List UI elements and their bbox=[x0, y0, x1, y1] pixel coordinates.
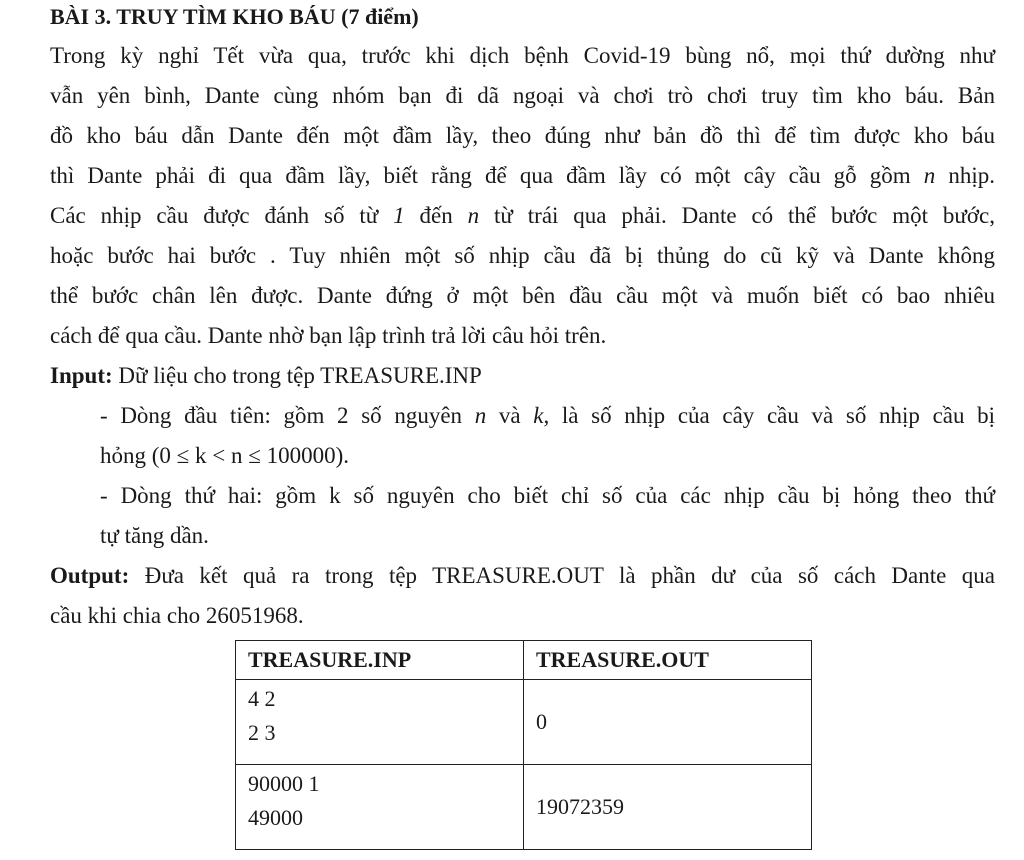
input-line: 4 2 bbox=[248, 686, 276, 711]
statement-line-4 bbox=[50, 161, 995, 191]
variable-n: n bbox=[474, 403, 487, 428]
output-label: Output: bbox=[50, 563, 130, 588]
input-text: và bbox=[498, 403, 521, 428]
statement-text: thì Dante phải đi qua đầm lầy, biết rằng để qua đầm lầy có một cây cầu gỗ gồm bbox=[50, 163, 911, 188]
table-cell-output: 0 bbox=[524, 680, 812, 765]
input-line: 49000 bbox=[248, 805, 303, 830]
statement-line-1: Trong kỳ nghỉ Tết vừa qua, trước khi dịch bệnh Covid-19 bùng nổ, mọi thứ dường như bbox=[50, 43, 995, 68]
input-line-2-cont: tự tăng dần. bbox=[100, 523, 209, 548]
statement-line-2: vẫn yên bình, Dante cùng nhóm bạn đi dã ngoại và chơi trò chơi truy tìm kho báu. Bản bbox=[50, 83, 995, 108]
statement-line-3: đồ kho báu dẫn Dante đến một đầm lầy, theo đúng như bản đồ thì để tìm được kho báu bbox=[50, 123, 995, 148]
table-header-row bbox=[236, 641, 812, 680]
table-cell-output: 19072359 bbox=[524, 765, 812, 850]
table-row bbox=[236, 680, 812, 765]
statement-text: từ trái qua phải. Dante có thể bước một bước, bbox=[494, 203, 996, 228]
problem-title: BÀI 3. TRUY TÌM KHO BÁU (7 điểm) bbox=[50, 4, 419, 29]
input-line-2: - Dòng thứ hai: gồm k số nguyên cho biết chỉ số của các nhịp cầu bị hỏng theo thứ bbox=[100, 483, 995, 508]
table-header-output: TREASURE.OUT bbox=[524, 641, 812, 680]
output-text: Đưa kết quả ra trong tệp TREASURE.OUT là phần dư của số cách Dante qua bbox=[144, 563, 996, 588]
statement-line-8: cách để qua cầu. Dante nhờ bạn lập trình trả lời câu hỏi trên. bbox=[50, 323, 607, 348]
table-cell-input bbox=[236, 765, 524, 850]
statement-text: nhịp. bbox=[948, 163, 995, 188]
output-heading bbox=[50, 561, 995, 591]
table-cell-input bbox=[236, 680, 524, 765]
variable-1: 1 bbox=[393, 203, 405, 228]
statement-line-6: hoặc bước hai bước . Tuy nhiên một số nhịp cầu đã bị thủng do cũ kỹ và Dante không bbox=[50, 243, 995, 268]
variable-k: k bbox=[533, 403, 544, 428]
input-line-1 bbox=[100, 401, 995, 431]
statement-line-5 bbox=[50, 201, 995, 231]
input-label: Input: bbox=[50, 363, 113, 388]
output-line-cont: cầu khi chia cho 26051968. bbox=[50, 603, 304, 628]
example-table bbox=[235, 640, 812, 850]
statement-text: đến bbox=[419, 203, 453, 228]
input-text: , là số nhịp của cây cầu và số nhịp cầu bị bbox=[543, 403, 996, 428]
input-line: 2 3 bbox=[248, 720, 276, 745]
statement-text: Các nhịp cầu được đánh số từ bbox=[50, 203, 379, 228]
variable-n: n bbox=[467, 203, 480, 228]
variable-n: n bbox=[923, 163, 936, 188]
input-text: - Dòng đầu tiên: gồm 2 số nguyên bbox=[100, 403, 463, 428]
input-line-1-cont: hỏng (0 ≤ k < n ≤ 100000). bbox=[100, 443, 350, 468]
table-header-input: TREASURE.INP bbox=[236, 641, 524, 680]
table-row bbox=[236, 765, 812, 850]
statement-line-7: thể bước chân lên được. Dante đứng ở một bên đầu cầu một và muốn biết có bao nhiêu bbox=[50, 283, 995, 308]
input-line: 90000 1 bbox=[248, 771, 320, 796]
input-heading bbox=[50, 361, 482, 391]
input-text: Dữ liệu cho trong tệp TREASURE.INP bbox=[118, 363, 482, 388]
